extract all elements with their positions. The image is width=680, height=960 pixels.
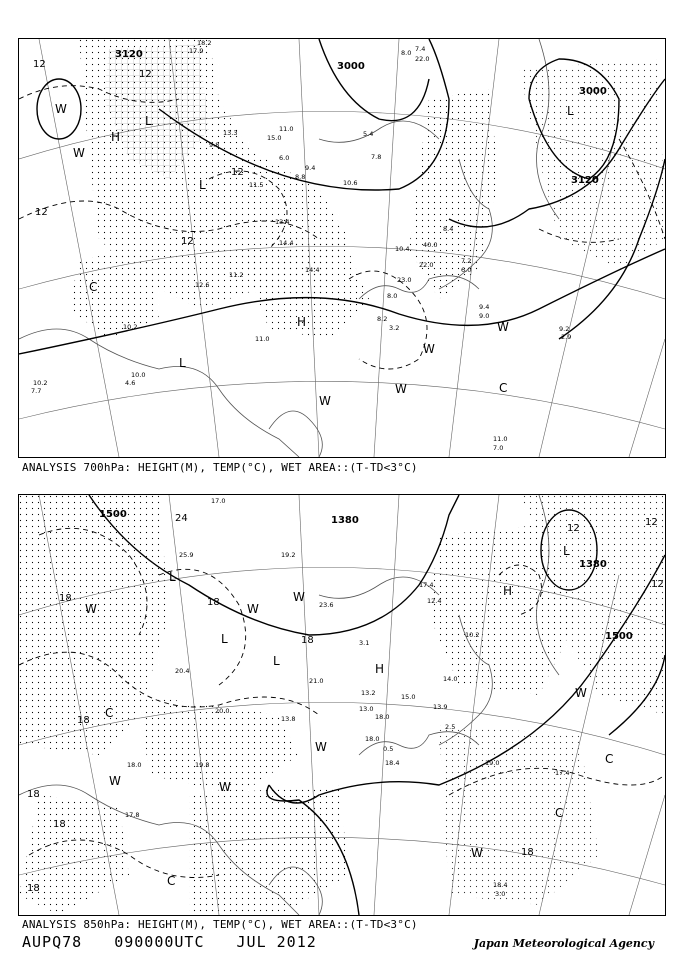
pressure-center-label: H [111, 130, 121, 144]
station-value: 7.4 [415, 45, 426, 53]
pressure-center-label: L [273, 654, 280, 668]
station-value: 9.4 [479, 303, 490, 311]
pressure-center-label: H [297, 315, 307, 329]
agency-credit: Japan Meteorological Agency [473, 937, 654, 950]
station-value: 7.0 [493, 444, 504, 452]
station-value: 2.5 [445, 723, 456, 731]
station-value: 13.2 [361, 689, 376, 697]
station-value: 17.9 [189, 47, 204, 55]
contour-label: 1500 [99, 509, 127, 520]
contour-label: 3120 [571, 175, 599, 186]
contour-label: 3000 [579, 86, 607, 97]
pressure-center-label: L [221, 632, 228, 646]
station-value: 9.4 [305, 164, 316, 172]
weather-map-850hpa [19, 495, 665, 915]
pressure-center-label: L [563, 544, 570, 558]
station-value: 11.0 [279, 125, 294, 133]
pressure-center-label: L [567, 104, 574, 118]
station-value: 21.0 [309, 677, 324, 685]
station-value: 9.8 [209, 141, 220, 149]
pressure-center-label: W [247, 602, 259, 616]
station-value: 18.4 [385, 759, 400, 767]
isotherm-label: 12 [139, 69, 152, 80]
isotherm-label: 12 [35, 207, 48, 218]
pressure-center-label: C [499, 381, 508, 395]
pressure-center-label: W [293, 590, 305, 604]
pressure-center-label: W [471, 846, 483, 860]
station-value: 25.9 [179, 551, 194, 559]
station-value: 5.4 [363, 130, 374, 138]
product-header [22, 933, 339, 951]
station-value: 0.5 [383, 745, 394, 753]
wet-areas [69, 39, 665, 339]
isotherm-label: 18 [207, 597, 220, 608]
station-value: 14.0 [443, 675, 458, 683]
pressure-center-label: W [575, 686, 587, 700]
station-value: 10.2 [465, 631, 480, 639]
station-value: 6.0 [461, 266, 472, 274]
station-value: 3.0 [495, 890, 506, 898]
station-value: 10.2 [123, 323, 138, 331]
station-value: 7.8 [371, 153, 382, 161]
pressure-center-label: W [315, 740, 327, 754]
station-value: 9.2 [559, 325, 570, 333]
station-value: 11.2 [229, 271, 244, 279]
isotherm-label: 12 [181, 236, 194, 247]
pressure-center-label: L [179, 356, 186, 370]
station-value: 13.3 [223, 129, 238, 137]
pressure-center-label: C [605, 752, 614, 766]
isotherm-label: 18 [77, 715, 90, 726]
station-value: 14.4 [279, 239, 294, 247]
isotherm-label: 12 [33, 59, 46, 70]
station-value: 40.0 [423, 241, 438, 249]
station-value: 10.6 [343, 179, 358, 187]
station-value: 14.4 [305, 266, 320, 274]
station-value: 13.9 [433, 703, 448, 711]
panel-caption-700hpa: ANALYSIS 700hPa: HEIGHT(M), TEMP(°C), WET AREA::(T-TD<3°C) [22, 461, 418, 474]
pressure-center-label: W [73, 146, 85, 160]
valid-time: 090000UTC [114, 933, 205, 951]
pressure-center-label: W [109, 774, 121, 788]
map-panel-850hpa [18, 494, 666, 916]
pressure-center-label: L [199, 178, 206, 192]
station-value: 23.0 [397, 276, 412, 284]
station-value: 19.8 [195, 761, 210, 769]
station-value: 11.5 [249, 181, 264, 189]
pressure-center-label: W [423, 342, 435, 356]
pressure-center-label: W [55, 102, 67, 116]
isotherm-label: 12 [645, 517, 658, 528]
pressure-center-label: C [555, 806, 564, 820]
station-value: 13.0 [359, 705, 374, 713]
station-value: 18.4 [493, 881, 508, 889]
station-value: 18.2 [197, 39, 212, 47]
station-value: 11.0 [255, 335, 270, 343]
product-code: AUPQ78 [22, 933, 83, 951]
station-value: 12.4 [427, 597, 442, 605]
pressure-center-label: W [219, 780, 231, 794]
map-panel-700hpa [18, 38, 666, 458]
isotherm-label: 24 [175, 513, 188, 524]
station-value: 13.4 [275, 218, 290, 226]
station-value: 20.0 [215, 707, 230, 715]
station-value: 19.2 [281, 551, 296, 559]
station-value: 10.2 [33, 379, 48, 387]
station-value: 17.0 [211, 497, 226, 505]
station-value: 17.4 [555, 769, 570, 777]
pressure-center-label: W [395, 382, 407, 396]
valid-date: JUL 2012 [236, 933, 317, 951]
station-value: 10.4 [395, 245, 410, 253]
station-value: 3.2 [389, 324, 400, 332]
station-value: 18.0 [375, 713, 390, 721]
station-value: 18.0 [365, 735, 380, 743]
station-value: 18.0 [127, 761, 142, 769]
station-value: 13.8 [281, 715, 296, 723]
station-value: 7.2 [461, 257, 472, 265]
pressure-center-label: C [167, 874, 176, 888]
station-value: 8.8 [295, 173, 306, 181]
pressure-center-label: H [503, 584, 513, 598]
isotherm-label: 18 [27, 883, 40, 894]
station-value: 15.0 [401, 693, 416, 701]
pressure-center-label: L [169, 570, 176, 584]
station-value: 22.0 [419, 261, 434, 269]
contour-label: 1380 [579, 559, 607, 570]
contour-label: 3000 [337, 61, 365, 72]
station-value: 6.0 [279, 154, 290, 162]
pressure-center-label: W [319, 394, 331, 408]
station-value: 19.0 [485, 759, 500, 767]
station-value: 8.0 [387, 292, 398, 300]
station-value: 20.4 [175, 667, 190, 675]
pressure-center-label: W [497, 320, 509, 334]
isotherm-label: 18 [521, 847, 534, 858]
station-value: 7.7 [31, 387, 42, 395]
contour-label: 1500 [605, 631, 633, 642]
isotherm-label: 18 [59, 593, 72, 604]
contour-label: 3120 [115, 49, 143, 60]
isotherm-label: 18 [27, 789, 40, 800]
station-value: 11.0 [493, 435, 508, 443]
isotherm-label: 12 [567, 523, 580, 534]
station-value: 17.8 [125, 811, 140, 819]
isotherm-label: 18 [53, 819, 66, 830]
station-value: 10.0 [131, 371, 146, 379]
station-value: 8.0 [401, 49, 412, 57]
station-value: 12.6 [195, 281, 210, 289]
panel-caption-850hpa: ANALYSIS 850hPa: HEIGHT(M), TEMP(°C), WET AREA::(T-TD<3°C) [22, 918, 418, 931]
pressure-center-label: W [85, 602, 97, 616]
station-value: 17.4 [419, 581, 434, 589]
station-value: 2.9 [561, 333, 572, 341]
weather-map-700hpa [19, 39, 665, 457]
contour-label: 1380 [331, 515, 359, 526]
pressure-center-label: C [89, 280, 98, 294]
station-value: 23.6 [319, 601, 334, 609]
pressure-center-label: H [375, 662, 385, 676]
station-value: 8.4 [443, 225, 454, 233]
pressure-center-label: C [105, 706, 114, 720]
station-value: 22.0 [415, 55, 430, 63]
station-value: 9.0 [479, 312, 490, 320]
isotherm-label: 12 [231, 167, 244, 178]
station-value: 15.0 [267, 134, 282, 142]
isotherm-label: 18 [301, 635, 314, 646]
station-value: 8.2 [377, 315, 388, 323]
station-value: 3.1 [359, 639, 370, 647]
pressure-center-label: L [145, 114, 152, 128]
station-value: 4.6 [125, 379, 136, 387]
isotherm-label: 12 [651, 579, 664, 590]
